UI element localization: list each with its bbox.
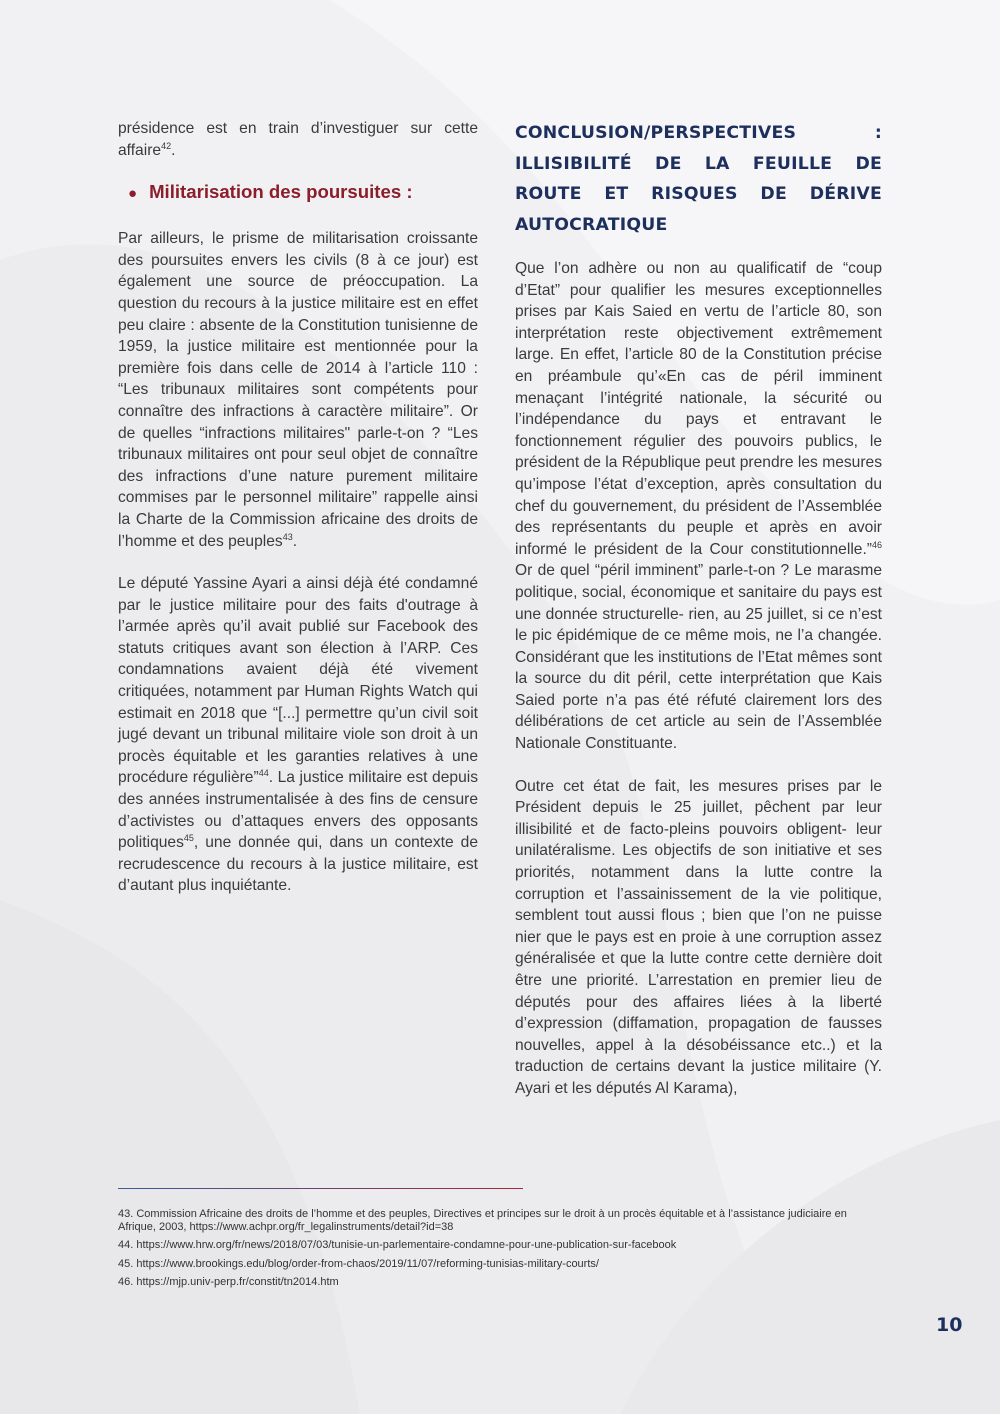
footnotes — [118, 1208, 863, 1295]
body-paragraph: Le député Yassine Ayari a ainsi déjà été condamné par le justice militaire pour des faits d'outrage à l’armée après qu’il avait publié sur Facebook des statuts critiques avant son élection à l’ARP. Ces condamnations avaient déjà été vivement critiquées, notamment par Human Rights Watch qui estimait en 2018 que “[...] permettre qu’un civil soit jugé devant un tribunal militaire viole son droit à un procès équitable et les garanties relatives à une procédure régulière”$^{44}$. La justice militaire est depuis des années instrumentalisée à des fins de censure d’activistes ou d’attaques envers des opposants politiques$^{45}$, une donnée qui, dans un contexte de recrudescence du recours à la justice militaire, est d’autant plus inquiétante. — [118, 575, 479, 895]
footnote[interactable]: 44. https://www.hrw.org/fr/news/2018/07/03/tunisie-un-parlementaire-condamne-pour-une-publication-sur-facebook — [118, 1239, 677, 1252]
footnote-ref[interactable]: 46 — [871, 539, 882, 550]
bullet-heading — [128, 180, 478, 206]
footnote-ref[interactable]: 44 — [258, 768, 269, 779]
footnote[interactable]: 46. https://mjp.univ-perp.fr/constit/tn2014.htm — [118, 1276, 339, 1289]
body-paragraph: Par ailleurs, le prisme de militarisation croissante des poursuites envers les civils (8 à ce jour) est également une source de préoccupation. La question du recours à la justice militaire est en effet peu claire : absente de la Constitution tunisienne de 1959, la justice militaire est mentionnée pour la première fois dans celle de 2014 à l’article 110 : “Les tribunaux militaires sont compétents pour connaître des infractions à caractère militaire”. Or de quelles “infractions militaires" parle-t-on ? “Les tribunaux militaires ont pour seul objet de connaître des infractions d’une nature purement militaire commises par le personnel militaire” rappelle ainsi la Charte de la Commission africaine des droits de l’homme et des peuples$^{43}$. — [118, 230, 478, 550]
body-paragraph: Outre cet état de fait, les mesures prises par le Président depuis le 25 juillet, pêchent par leur illisibilité et de facto-pleins pouvoirs obligent- leur unilatéralisme. Les objectifs de son initiative et ses priorités, notamment dans la lutte contre la corruption et l’assainissement de la vie politique, semblent tout aussi flous ; bien que l’on ne puisse nier que le pays est en proie à une corruption assez généralisée et que la lutte contre cette dernière doit être une priorité. L’arrestation en premier lieu de députés pour des affaires liées à la liberté d’expression (diffamation, propagation de fausses nouvelles, appel à la désobéissance etc..) et la traduction de certains devant la justice militaire (Y. Ayari et les députés Al Karama), — [515, 777, 882, 1097]
body-paragraph: Que l’on adhère ou non au qualificatif de “coup d’Etat” pour qualifier les mesures exceptionnelles prises par Kais Saied en vertu de l’article 80, son interprétation reste objectivement extrêmement large. En effet, l’article 80 de la Constitution précise en préambule qu’«En cas de péril imminent menaçant l’intégrité nationale, la sécurité ou l’indépendance du pays et entravant le fonctionnement régulier des pouvoirs publics, le président de la République peut prendre les mesures qu’impose l’état d’exception, après consultation du chef du gouvernement, du président de l’Assemblée des représentants du peuple et après en avoir informé le président de la Cour constitutionnelle.”$^{46}$ Or de quel “péril imminent” parle-t-on ? Le marasme politique, social, économique et sanitaire du pays est une donnée structurelle- rien, au 25 juillet, si ce n’est le pic épidémique de ce même mois, ne l’a changée. Considérant que les institutions de l’Etat mêmes sont la source du dit péril, cette interprétation que Kais Saied porte n’a pas été réfuté clairement lors des délibérations de cet article au sein de l’Assemblée Nationale Constituante. — [515, 260, 882, 753]
section-title: CONCLUSION/PERSPECTIVES : ILLISIBILITÉ DE LA FEUILLE DE ROUTE ET RISQUES DE DÉRIVE AUTOCRATIQUE — [515, 123, 882, 235]
left-column — [118, 118, 478, 897]
right-column — [515, 118, 882, 1100]
footnote-ref[interactable]: 42 — [161, 140, 172, 151]
footnote-ref[interactable]: 43 — [282, 531, 293, 542]
footnote-divider — [118, 1188, 523, 1189]
footnote-ref[interactable]: 45 — [183, 833, 194, 844]
footnote: 43. Commission Africaine des droits de l’homme et des peuples, Directives et principes sur le droit à un procès équitable et à l’assistance judiciaire en Afrique, 2003, https://www.achpr.org/fr_legalinstruments/detail?id=38 — [118, 1208, 847, 1233]
page-number: 10 — [936, 1314, 963, 1336]
page-number-container — [936, 1314, 966, 1336]
footnote[interactable]: 45. https://www.brookings.edu/blog/order-from-chaos/2019/11/07/reforming-tunisias-military-courts/ — [118, 1257, 599, 1270]
bullet-icon: ● — [128, 185, 138, 203]
bullet-heading-text: Militarisation des poursuites : — [149, 181, 413, 203]
intro-paragraph: présidence est en train d’investiguer sur cette affaire$^{42}$. — [118, 120, 478, 159]
